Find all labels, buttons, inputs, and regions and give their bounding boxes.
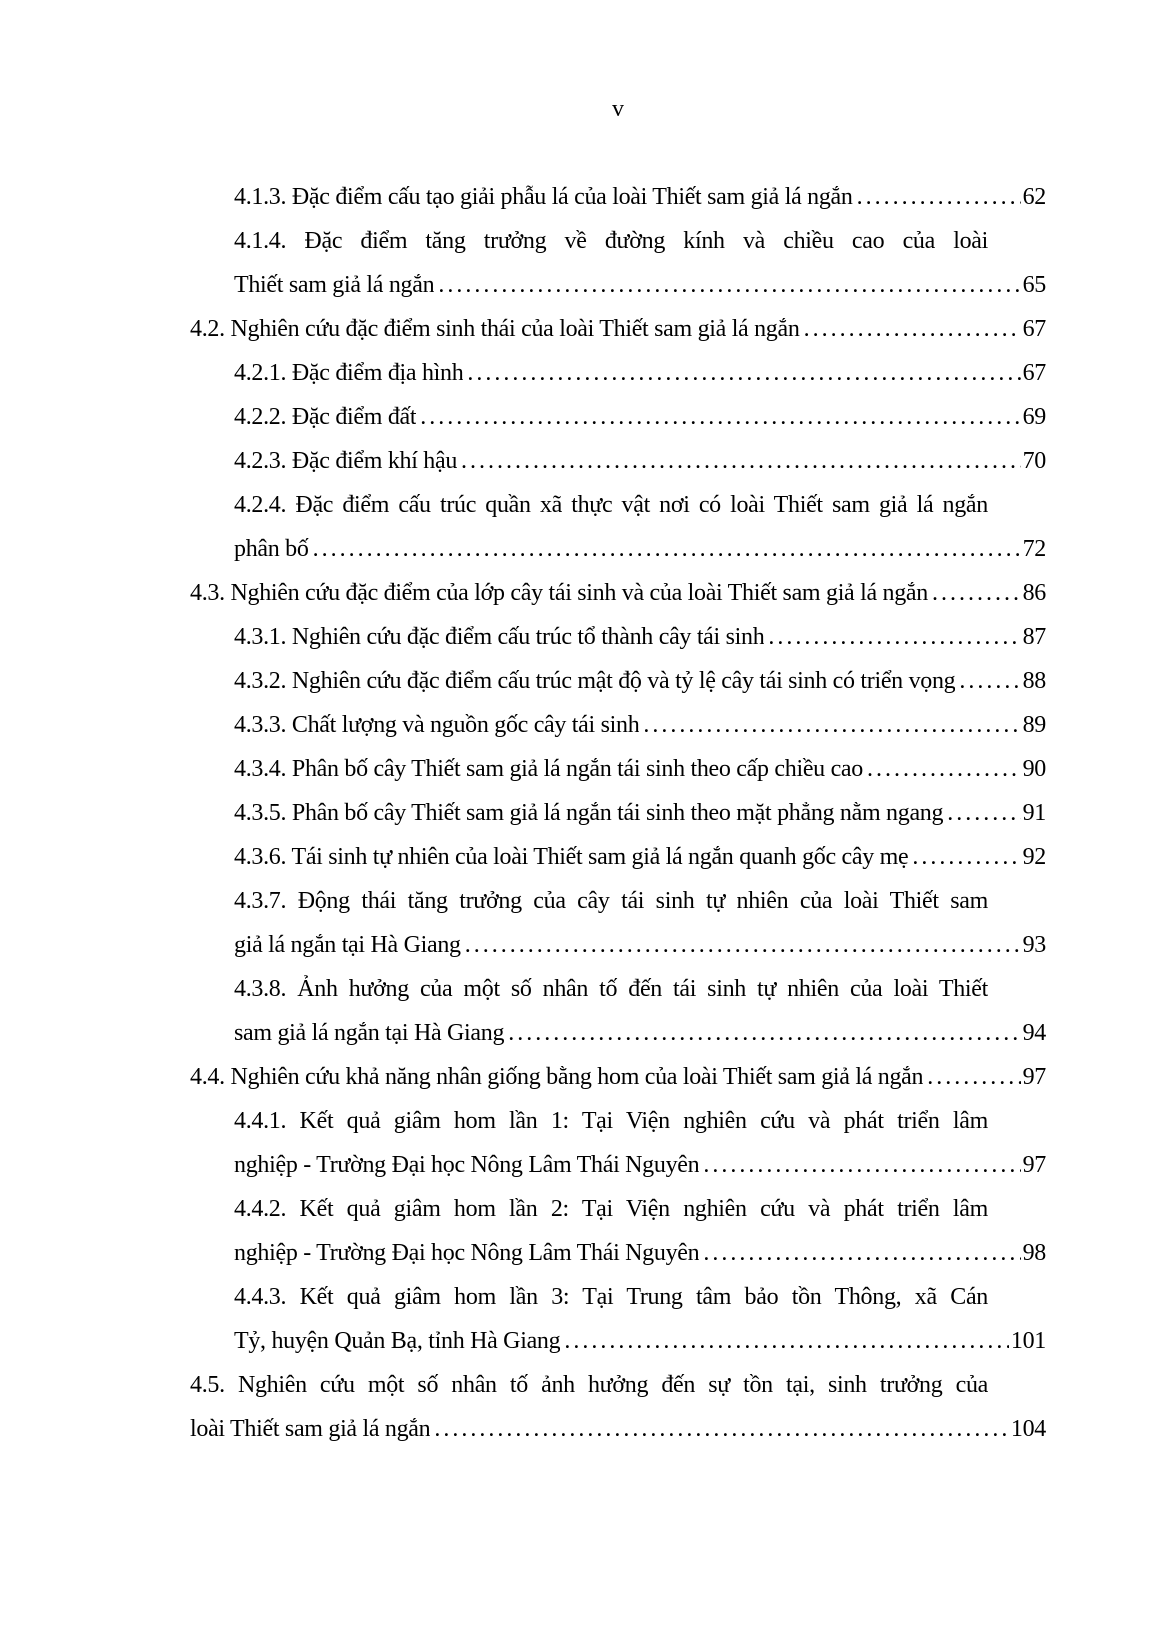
toc-entry-text: 4.3.1. Nghiên cứu đặc điểm cấu trúc tổ thành cây tái sinh	[234, 624, 765, 650]
toc-page-number: 104	[1010, 1416, 1046, 1442]
toc-entry	[190, 1099, 1046, 1187]
toc-page-number: 69	[1022, 404, 1046, 430]
toc-entry-text: 4.4. Nghiên cứu khả năng nhân giống bằng hom của loài Thiết sam giả lá ngắn	[190, 1064, 924, 1090]
toc-page-number: 87	[1022, 624, 1046, 650]
toc-entry	[190, 439, 1046, 483]
toc-page-number: 94	[1022, 1020, 1046, 1046]
toc-entry-text: nghiệp - Trường Đại học Nông Lâm Thái Nguyên	[234, 1152, 700, 1178]
toc-entry-row	[234, 527, 1046, 571]
toc-entry-text: 4.3. Nghiên cứu đặc điểm của lớp cây tái sinh và của loài Thiết sam giả lá ngắn	[190, 580, 928, 606]
toc-page-number: 67	[1022, 316, 1046, 342]
toc-page-number: 97	[1022, 1064, 1046, 1090]
toc-entry	[190, 1187, 1046, 1275]
toc-entry-line: 4.3.8. Ảnh hưởng của một số nhân tố đến tái sinh tự nhiên của loài Thiết	[234, 976, 988, 1002]
toc-page-number: 91	[1022, 800, 1046, 826]
toc-entry-text: nghiệp - Trường Đại học Nông Lâm Thái Nguyên	[234, 1240, 700, 1266]
toc-page-number: 86	[1022, 580, 1046, 606]
toc-page-number: 88	[1022, 668, 1046, 694]
toc-entry-text: Thiết sam giả lá ngắn	[234, 272, 435, 298]
toc-entry	[190, 175, 1046, 219]
toc-entry	[190, 791, 1046, 835]
dot-leader	[560, 1319, 1009, 1363]
dot-leader	[461, 923, 1021, 967]
toc-entry	[190, 615, 1046, 659]
toc-entry-row	[234, 1231, 1046, 1275]
toc-page-number: 97	[1022, 1152, 1046, 1178]
toc-entry-row	[190, 571, 1046, 615]
toc-page-number: 65	[1022, 272, 1046, 298]
toc-entry-text: 4.2.2. Đặc điểm đất	[234, 404, 417, 430]
toc-entry-text: 4.3.6. Tái sinh tự nhiên của loài Thiết sam giả lá ngắn quanh gốc cây mẹ	[234, 844, 909, 870]
toc-entry-row	[234, 439, 1046, 483]
toc-entry-row	[190, 1055, 1046, 1099]
toc-entry-text: sam giả lá ngắn tại Hà Giang	[234, 1020, 505, 1046]
toc-entry	[190, 747, 1046, 791]
toc-entry-row	[234, 747, 1046, 791]
toc-entry	[190, 307, 1046, 351]
toc-entry-text: 4.3.2. Nghiên cứu đặc điểm cấu trúc mật độ và tỷ lệ cây tái sinh có triển vọng	[234, 668, 956, 694]
toc-entry-line: 4.3.7. Động thái tăng trưởng của cây tái sinh tự nhiên của loài Thiết sam	[234, 888, 988, 914]
toc-entry-row	[234, 1143, 1046, 1187]
toc-entry-row	[234, 175, 1046, 219]
dot-leader	[863, 747, 1021, 791]
toc-entry	[190, 967, 1046, 1055]
dot-leader	[430, 1407, 1009, 1451]
dot-leader	[699, 1143, 1020, 1187]
toc-entry-line: 4.4.1. Kết quả giâm hom lần 1: Tại Viện nghiên cứu và phát triển lâm	[234, 1108, 988, 1134]
toc-entry-row	[234, 923, 1046, 967]
toc-page-number: 89	[1022, 712, 1046, 738]
toc-entry-row	[234, 791, 1046, 835]
toc-entry-row	[234, 1011, 1046, 1055]
toc-entry-row	[190, 1407, 1046, 1451]
toc-page-number: 72	[1022, 536, 1046, 562]
toc-entry	[190, 879, 1046, 967]
toc-entry-line: 4.2.4. Đặc điểm cấu trúc quần xã thực vật nơi có loài Thiết sam giả lá ngắn	[234, 492, 988, 518]
toc-entry	[190, 1363, 1046, 1451]
toc-entry	[190, 395, 1046, 439]
dot-leader	[923, 1055, 1020, 1099]
toc-entry-row	[234, 1319, 1046, 1363]
toc-entry	[190, 219, 1046, 307]
toc-entry-text: giả lá ngắn tại Hà Giang	[234, 932, 461, 958]
toc-entry-text: 4.3.3. Chất lượng và nguồn gốc cây tái sinh	[234, 712, 640, 738]
toc-entry	[190, 659, 1046, 703]
toc-page-number: 67	[1022, 360, 1046, 386]
toc-entry	[190, 571, 1046, 615]
toc-entry-text: 4.1.3. Đặc điểm cấu tạo giải phẫu lá của loài Thiết sam giả lá ngắn	[234, 184, 853, 210]
dot-leader	[434, 263, 1020, 307]
toc-entry	[190, 351, 1046, 395]
toc-entry	[190, 1275, 1046, 1363]
dot-leader	[955, 659, 1020, 703]
toc-entry-line: 4.4.2. Kết quả giâm hom lần 2: Tại Viện nghiên cứu và phát triển lâm	[234, 1196, 988, 1222]
toc-list	[190, 175, 1046, 1451]
toc-entry-row	[234, 615, 1046, 659]
dot-leader	[457, 439, 1021, 483]
toc-entry-row	[234, 351, 1046, 395]
toc-entry-row	[234, 835, 1046, 879]
toc-entry	[190, 483, 1046, 571]
toc-entry-row	[190, 307, 1046, 351]
page-number-header: v	[612, 96, 624, 122]
toc-page-number: 101	[1010, 1328, 1046, 1354]
toc-entry-row	[234, 703, 1046, 747]
toc-entry-text: 4.2. Nghiên cứu đặc điểm sinh thái của loài Thiết sam giả lá ngắn	[190, 316, 800, 342]
dot-leader	[943, 791, 1020, 835]
toc-entry	[190, 703, 1046, 747]
dot-leader	[853, 175, 1021, 219]
toc-entry	[190, 835, 1046, 879]
toc-page-number: 90	[1022, 756, 1046, 782]
toc-entry-line: 4.1.4. Đặc điểm tăng trưởng về đường kính và chiều cao của loài	[234, 228, 988, 254]
toc-page-number: 92	[1022, 844, 1046, 870]
dot-leader	[699, 1231, 1020, 1275]
dot-leader	[309, 527, 1021, 571]
toc-entry-text: phân bố	[234, 536, 309, 562]
dot-leader	[928, 571, 1021, 615]
toc-entry-row	[234, 659, 1046, 703]
dot-leader	[639, 703, 1020, 747]
toc-entry-text: 4.2.3. Đặc điểm khí hậu	[234, 448, 458, 474]
toc-page-number: 93	[1022, 932, 1046, 958]
toc-entry-text: Tỷ, huyện Quản Bạ, tỉnh Hà Giang	[234, 1328, 561, 1354]
toc-entry-text: 4.2.1. Đặc điểm địa hình	[234, 360, 464, 386]
dot-leader	[416, 395, 1020, 439]
dot-leader	[764, 615, 1020, 659]
toc-entry-text: 4.3.5. Phân bố cây Thiết sam giả lá ngắn tái sinh theo mặt phẳng nằm ngang	[234, 800, 944, 826]
dot-leader	[800, 307, 1021, 351]
toc-entry-line: 4.5. Nghiên cứu một số nhân tố ảnh hưởng đến sự tồn tại, sinh trưởng của	[190, 1372, 988, 1398]
dot-leader	[504, 1011, 1020, 1055]
toc-page-number: 62	[1022, 184, 1046, 210]
toc-entry-row	[234, 263, 1046, 307]
toc-page-number: 70	[1022, 448, 1046, 474]
toc-entry-row	[234, 395, 1046, 439]
toc-page-number: 98	[1022, 1240, 1046, 1266]
toc-entry-line: 4.4.3. Kết quả giâm hom lần 3: Tại Trung tâm bảo tồn Thông, xã Cán	[234, 1284, 988, 1310]
dot-leader	[908, 835, 1020, 879]
toc-entry	[190, 1055, 1046, 1099]
toc-entry-text: 4.3.4. Phân bố cây Thiết sam giả lá ngắn tái sinh theo cấp chiều cao	[234, 756, 863, 782]
dot-leader	[463, 351, 1020, 395]
toc-entry-text: loài Thiết sam giả lá ngắn	[190, 1416, 431, 1442]
